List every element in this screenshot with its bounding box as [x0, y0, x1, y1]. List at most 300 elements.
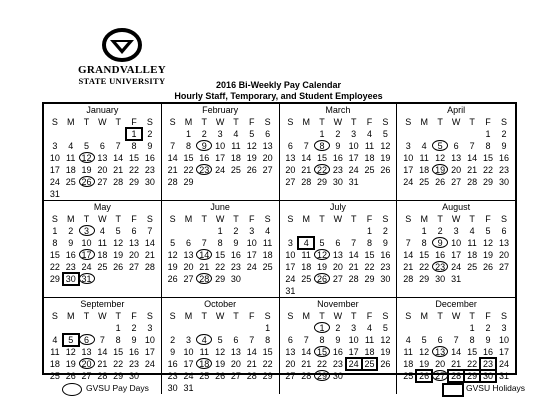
day-cell: 1 [319, 129, 325, 139]
weekday-label: W [333, 214, 343, 224]
weekday-label: T [115, 117, 121, 127]
day-cell: 5 [421, 335, 427, 345]
weekday-label: W [451, 311, 461, 321]
empty-cell [181, 225, 197, 237]
empty-cell [298, 128, 314, 140]
holiday-cell: 28 [448, 370, 464, 382]
day-cell: 18 [97, 250, 108, 260]
day-cell: 16 [144, 153, 155, 163]
weekday-label: T [319, 311, 325, 321]
day-cell: 5 [170, 238, 176, 248]
day-cell: 1 [115, 323, 121, 333]
day-cell: 2 [201, 129, 207, 139]
empty-cell [63, 128, 79, 140]
empty-cell [94, 128, 110, 140]
day-cell: 16 [483, 347, 494, 357]
weekday-label: T [83, 311, 90, 321]
day-cell: 6 [233, 335, 239, 345]
day-cell: 7 [405, 238, 411, 248]
empty-cell [283, 128, 299, 140]
day-cell: 16 [380, 250, 391, 260]
day-cell: 24 [81, 262, 92, 272]
day-cell: 8 [217, 238, 223, 248]
day-cell: 15 [129, 153, 140, 163]
day-cell: 31 [49, 189, 60, 199]
day-cell: 30 [332, 177, 343, 187]
weekday-header [44, 310, 161, 322]
day-cell: 27 [183, 274, 194, 284]
day-cell: 18 [230, 153, 241, 163]
day-cell: 31 [285, 286, 296, 296]
month-name: January [86, 105, 119, 115]
day-cell: 26 [380, 165, 391, 175]
day-cell: 4 [469, 226, 475, 236]
weekday-label: M [66, 214, 75, 224]
day-cell: 13 [97, 153, 108, 163]
month-august [397, 201, 515, 298]
day-cell: 22 [467, 359, 478, 369]
day-cell: 12 [215, 347, 226, 357]
day-cell: 4 [367, 323, 373, 333]
day-cell: 30 [167, 383, 178, 393]
day-cell: 11 [419, 153, 429, 163]
day-cell: 5 [115, 226, 121, 236]
day-cell: 20 [262, 153, 273, 163]
holiday-box-icon [442, 383, 464, 397]
day-cell: 17 [285, 262, 296, 272]
day-cell: 20 [499, 250, 510, 260]
day-cell: 28 [97, 371, 108, 381]
day-cell: 19 [419, 359, 430, 369]
day-cell: 19 [380, 347, 391, 357]
empty-cell [79, 128, 95, 140]
day-cell: 19 [113, 250, 124, 260]
day-cell: 20 [230, 359, 241, 369]
day-cell: 19 [380, 153, 391, 163]
day-cell: 6 [99, 141, 105, 151]
day-cell: 24 [285, 274, 296, 284]
holiday-cell: 30 [480, 370, 496, 382]
day-cell: 29 [49, 274, 60, 284]
day-cell: 30 [144, 177, 155, 187]
legend-pay-label: GVSU Pay Days [86, 383, 149, 393]
day-cell: 22 [262, 359, 273, 369]
day-cell: 17 [348, 347, 359, 357]
day-cell: 14 [246, 347, 257, 357]
day-cell: 2 [335, 129, 341, 139]
empty-cell [314, 225, 330, 237]
day-cell: 30 [230, 274, 241, 284]
day-cell: 19 [81, 165, 92, 175]
weekday-label: M [420, 311, 428, 321]
day-cell: 4 [421, 141, 427, 151]
day-cell: 22 [483, 165, 494, 175]
empty-cell [298, 225, 314, 237]
day-cells [44, 322, 161, 382]
day-cell: 9 [485, 335, 491, 345]
weekday-label: S [51, 214, 58, 224]
weekday-label: S [287, 311, 294, 321]
day-cell: 31 [183, 383, 194, 393]
empty-cell [298, 322, 314, 334]
day-cell: 21 [199, 262, 210, 272]
day-cell: 29 [317, 177, 328, 187]
pay-day-cell: 28 [196, 273, 212, 285]
day-cell: 19 [167, 262, 178, 272]
day-cell: 25 [199, 371, 210, 381]
weekday-label: T [437, 214, 443, 224]
day-cell: 11 [199, 347, 209, 357]
month-january [44, 104, 162, 201]
month-name: July [329, 202, 346, 212]
day-cell: 12 [419, 347, 430, 357]
weekday-label: S [169, 117, 176, 127]
day-cell: 12 [65, 347, 76, 357]
day-cell: 9 [170, 347, 176, 357]
weekday-label: W [215, 214, 225, 224]
day-cell: 20 [285, 359, 296, 369]
day-cell: 19 [483, 250, 494, 260]
empty-cell [448, 128, 464, 140]
day-cell: 3 [501, 323, 507, 333]
day-cell: 20 [285, 165, 296, 175]
pay-day-cell: 8 [314, 140, 330, 152]
day-cell: 15 [467, 347, 478, 357]
empty-cell [448, 322, 464, 334]
day-cell: 14 [301, 153, 312, 163]
day-cell: 3 [453, 226, 459, 236]
day-cell: 7 [303, 335, 309, 345]
month-name: November [317, 299, 359, 309]
pay-day-cell: 23 [432, 261, 448, 273]
month-december [397, 298, 515, 394]
day-cell: 6 [453, 141, 459, 151]
weekday-label: S [501, 311, 508, 321]
day-cell: 9 [233, 238, 239, 248]
day-cell: 8 [115, 335, 121, 345]
day-cell: 17 [451, 250, 462, 260]
weekday-header [397, 116, 515, 128]
day-cell: 2 [437, 226, 443, 236]
day-cell: 27 [97, 177, 108, 187]
day-cell: 1 [265, 323, 271, 333]
day-cell: 13 [129, 238, 140, 248]
pay-day-cell: 3 [79, 225, 95, 237]
empty-cell [94, 322, 110, 334]
empty-cell [47, 322, 63, 334]
day-cell: 19 [246, 153, 257, 163]
pay-day-cell: 19 [432, 164, 448, 176]
day-cell: 18 [49, 359, 60, 369]
day-cell: 6 [437, 335, 443, 345]
day-cell: 3 [287, 238, 293, 248]
day-cell: 7 [303, 141, 309, 151]
weekday-label: T [437, 311, 443, 321]
day-cell: 25 [467, 262, 478, 272]
weekday-header [280, 116, 397, 128]
day-cell: 8 [319, 335, 325, 345]
day-cell: 24 [215, 165, 226, 175]
weekday-label: F [249, 214, 255, 224]
weekday-header [44, 116, 161, 128]
empty-cell [432, 322, 448, 334]
day-cell: 13 [332, 250, 343, 260]
weekday-label: F [485, 311, 491, 321]
weekday-label: S [264, 214, 271, 224]
pay-day-cell: 9 [196, 140, 212, 152]
empty-cell [400, 225, 416, 237]
day-cell: 26 [215, 371, 226, 381]
day-cell: 9 [382, 238, 388, 248]
pay-day-cell: 27 [432, 370, 448, 382]
day-cell: 4 [367, 129, 373, 139]
day-cell: 17 [183, 359, 194, 369]
day-cell: 13 [499, 238, 510, 248]
day-cell: 13 [451, 153, 462, 163]
weekday-header [280, 213, 397, 225]
day-cell: 22 [129, 165, 140, 175]
day-cell: 20 [183, 262, 194, 272]
day-cell: 22 [113, 359, 124, 369]
day-cell: 5 [382, 323, 388, 333]
day-cell: 5 [84, 141, 90, 151]
day-cell: 1 [52, 226, 58, 236]
day-cell: 7 [351, 238, 357, 248]
day-cell: 21 [467, 165, 478, 175]
calendar-title [0, 80, 557, 102]
weekday-label: M [66, 117, 75, 127]
month-september [44, 298, 162, 394]
weekday-label: T [437, 117, 443, 127]
empty-cell [165, 225, 181, 237]
day-cell: 1 [485, 129, 491, 139]
day-cell: 25 [262, 262, 273, 272]
day-cell: 6 [501, 226, 507, 236]
day-cell: 13 [285, 347, 296, 357]
day-cell: 1 [469, 323, 475, 333]
weekday-label: F [366, 214, 373, 224]
day-cell: 13 [262, 141, 273, 151]
day-cell: 8 [131, 141, 137, 151]
pay-day-oval-icon [62, 383, 82, 396]
day-cell: 3 [147, 323, 153, 333]
day-cell: 25 [403, 371, 414, 381]
weekday-label: W [215, 311, 225, 321]
pay-day-cell: 5 [432, 140, 448, 152]
weekday-label: W [333, 311, 343, 321]
pay-day-cell: 22 [314, 164, 330, 176]
weekday-label: F [485, 214, 491, 224]
empty-cell [212, 322, 228, 334]
weekday-header [162, 310, 279, 322]
pay-day-cell: 9 [432, 237, 448, 249]
day-cell: 23 [129, 359, 140, 369]
month-november [280, 298, 398, 394]
day-cell: 18 [419, 165, 430, 175]
pay-day-cell: 23 [196, 164, 212, 176]
day-cell: 10 [215, 141, 226, 151]
weekday-label: T [201, 214, 208, 224]
day-cells [397, 128, 515, 188]
day-cell: 14 [451, 347, 462, 357]
pay-day-cell: 1 [314, 322, 330, 334]
empty-cell [283, 225, 299, 237]
day-cell: 4 [265, 226, 271, 236]
day-cell: 20 [435, 359, 446, 369]
day-cell: 4 [68, 141, 74, 151]
day-cells [397, 322, 515, 382]
day-cell: 24 [246, 262, 257, 272]
empty-cell [110, 128, 126, 140]
month-name: December [435, 299, 477, 309]
day-cells [44, 225, 161, 285]
day-cell: 28 [403, 274, 414, 284]
day-cell: 24 [499, 359, 510, 369]
day-cell: 25 [301, 274, 312, 284]
empty-cell [244, 322, 260, 334]
holiday-cell: 24 [346, 358, 362, 370]
weekday-label: T [233, 214, 239, 224]
weekday-label: S [405, 214, 412, 224]
day-cell: 24 [144, 359, 155, 369]
weekday-label: S [501, 214, 508, 224]
day-cell: 10 [348, 141, 359, 151]
day-cell: 30 [332, 371, 343, 381]
day-cell: 29 [419, 274, 430, 284]
day-cell: 3 [249, 226, 255, 236]
day-cell: 29 [113, 371, 124, 381]
day-cell: 16 [332, 153, 343, 163]
weekday-label: S [287, 117, 294, 127]
day-cell: 15 [483, 153, 494, 163]
month-name: June [210, 202, 230, 212]
day-cell: 24 [403, 177, 414, 187]
day-cell: 27 [262, 165, 273, 175]
day-cell: 13 [183, 250, 194, 260]
day-cell: 11 [403, 347, 413, 357]
day-cells [280, 128, 397, 188]
day-cell: 7 [147, 226, 153, 236]
month-name: August [442, 202, 471, 212]
day-cell: 20 [332, 262, 343, 272]
day-cell: 21 [301, 165, 312, 175]
day-cell: 18 [301, 262, 312, 272]
weekday-label: M [302, 311, 310, 321]
day-cell: 16 [230, 250, 241, 260]
day-cell: 16 [332, 347, 343, 357]
month-name: May [93, 202, 111, 212]
day-cell: 6 [287, 335, 293, 345]
day-cell: 11 [364, 141, 375, 151]
day-cell: 27 [285, 177, 296, 187]
day-cell: 5 [217, 335, 223, 345]
weekday-label: M [302, 214, 310, 224]
weekday-label: S [146, 117, 153, 127]
holiday-cell: 4 [298, 237, 314, 249]
pay-day-cell: 31 [79, 273, 95, 285]
day-cell: 3 [405, 141, 411, 151]
day-cell: 14 [467, 153, 478, 163]
weekday-header [280, 310, 397, 322]
day-cell: 3 [217, 129, 223, 139]
day-cell: 19 [317, 262, 328, 272]
day-cell: 2 [131, 323, 137, 333]
day-cell: 12 [167, 250, 178, 260]
day-cell: 9 [131, 335, 137, 345]
empty-cell [464, 128, 480, 140]
holiday-cell: 26 [416, 370, 432, 382]
day-cell: 10 [246, 238, 257, 248]
day-cell: 2 [68, 226, 74, 236]
day-cell: 13 [230, 347, 241, 357]
day-cell: 1 [185, 129, 191, 139]
day-cell: 21 [144, 250, 155, 260]
day-cell: 25 [49, 371, 60, 381]
day-cell: 28 [348, 274, 359, 284]
weekday-label: F [366, 311, 373, 321]
weekday-label: T [233, 117, 239, 127]
day-cell: 25 [65, 177, 76, 187]
day-cell: 23 [332, 359, 343, 369]
day-cell: 8 [469, 335, 475, 345]
day-cell: 24 [183, 371, 194, 381]
day-cell: 14 [167, 153, 178, 163]
weekday-header [397, 213, 515, 225]
day-cell: 23 [167, 371, 178, 381]
day-cell: 10 [348, 335, 359, 345]
day-cell: 15 [317, 153, 328, 163]
day-cell: 6 [265, 129, 271, 139]
day-cell: 13 [81, 347, 92, 357]
day-cell: 31 [499, 371, 510, 381]
weekday-label: S [146, 214, 153, 224]
pay-day-cell: 6 [79, 334, 95, 346]
empty-cell [181, 322, 197, 334]
day-cell: 22 [317, 359, 328, 369]
weekday-label: S [51, 311, 58, 321]
weekday-label: S [146, 311, 153, 321]
day-cell: 6 [131, 226, 137, 236]
day-cell: 10 [499, 335, 510, 345]
day-cell: 27 [451, 177, 462, 187]
weekday-label: M [420, 117, 428, 127]
day-cell: 29 [483, 177, 494, 187]
holiday-cell: 29 [464, 370, 480, 382]
weekday-label: S [382, 117, 389, 127]
day-cell: 17 [403, 165, 414, 175]
day-cell: 25 [230, 165, 241, 175]
pay-day-cell: 12 [79, 152, 95, 164]
day-cell: 28 [144, 262, 155, 272]
day-cell: 14 [113, 153, 124, 163]
weekday-label: T [469, 311, 475, 321]
day-cell: 23 [380, 262, 391, 272]
day-cell: 18 [364, 153, 375, 163]
day-cell: 17 [215, 153, 226, 163]
weekday-label: T [201, 311, 208, 321]
day-cell: 10 [451, 238, 462, 248]
day-cell: 17 [348, 153, 359, 163]
month-october [162, 298, 280, 394]
day-cell: 1 [367, 226, 373, 236]
day-cell: 26 [65, 371, 76, 381]
day-cell: 1 [217, 226, 223, 236]
weekday-label: S [264, 117, 271, 127]
weekday-label: S [264, 311, 271, 321]
day-cell: 11 [97, 238, 108, 248]
weekday-label: F [485, 117, 491, 127]
weekday-label: T [469, 117, 475, 127]
